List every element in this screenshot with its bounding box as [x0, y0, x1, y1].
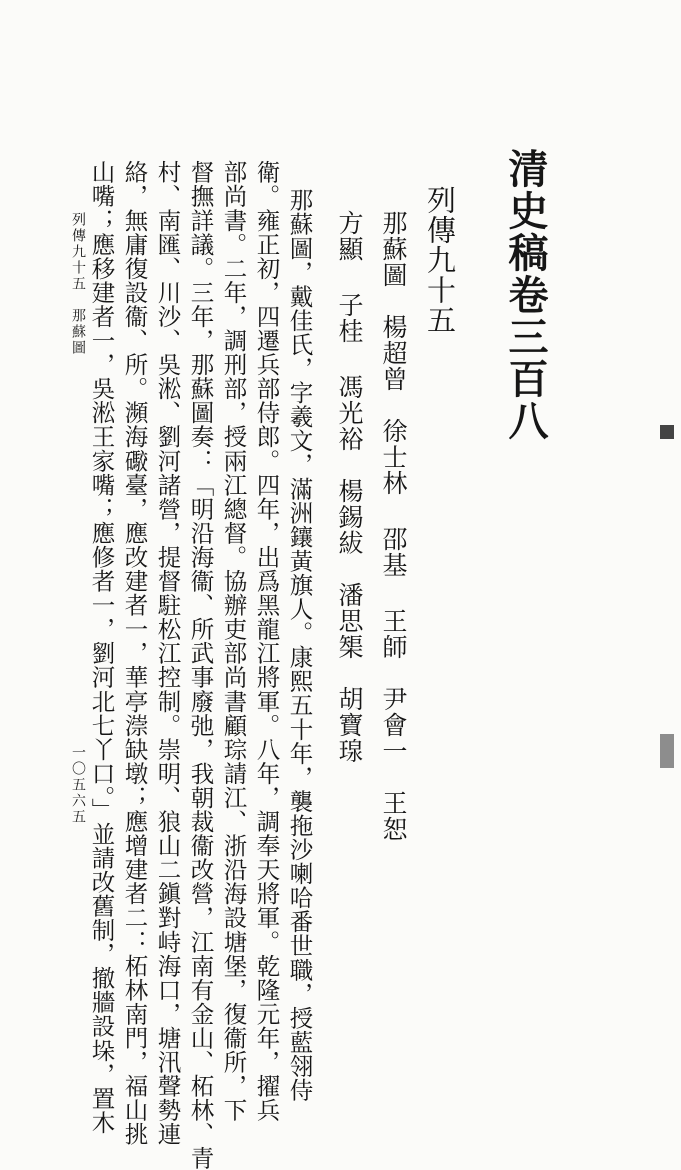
body-text-column: 衛。雍正初，四遷兵部侍郎。四年，出爲黑龍江將軍。八年，調奉天將軍。乾隆元年，擢兵	[252, 160, 281, 1122]
body-text-column: 督撫詳議。三年，那蘇圖奏：「明沿海衞、所武事廢弛，我朝裁衞改營，江南有金山、柘林、青	[186, 160, 215, 1170]
edge-scan-mark	[660, 734, 674, 768]
page-number: 一〇五六五	[70, 745, 86, 825]
body-text-column: 那蘇圖，戴佳氏，字羲文，滿洲鑲黃旗人。康熙五十年，襲拖沙喇哈番世職，授藍翎侍	[285, 188, 314, 1102]
edge-scan-mark	[660, 425, 674, 439]
running-head: 列傳九十五 那蘇圖	[70, 212, 86, 356]
body-text-column: 山嘴；應移建者一，吳淞王家嘴；應修者一，劉河北七丫口。」並請改舊制，撤牆設垛，置木	[87, 160, 116, 1135]
biography-names-line-1: 那蘇圖 楊超曾 徐士林 邵基 王師 尹會一 王恕	[379, 210, 408, 842]
body-text-column: 絡，無庸復設衞、所。瀕海礮臺，應改建者一，華亭漴缺墩；應增建者二：柘林南門，福山挑	[120, 160, 149, 1147]
section-title: 列傳九十五	[423, 185, 457, 335]
biography-names-line-2: 方顯 子桂 馮光裕 楊錫紱 潘思榘 胡寶瑔	[335, 210, 364, 764]
body-text-column: 部尚書。二年，調刑部，授兩江總督。協辦吏部尚書顧琮請江、浙沿海設塘堡，復衞所，下	[219, 160, 248, 1122]
volume-title: 清史稿卷三百八	[502, 148, 549, 442]
body-text-column: 村、南匯、川沙、吳淞、劉河諸營，提督駐松江控制。崇明、狼山二鎭對峙海口，塘汛聲勢連	[153, 160, 182, 1147]
